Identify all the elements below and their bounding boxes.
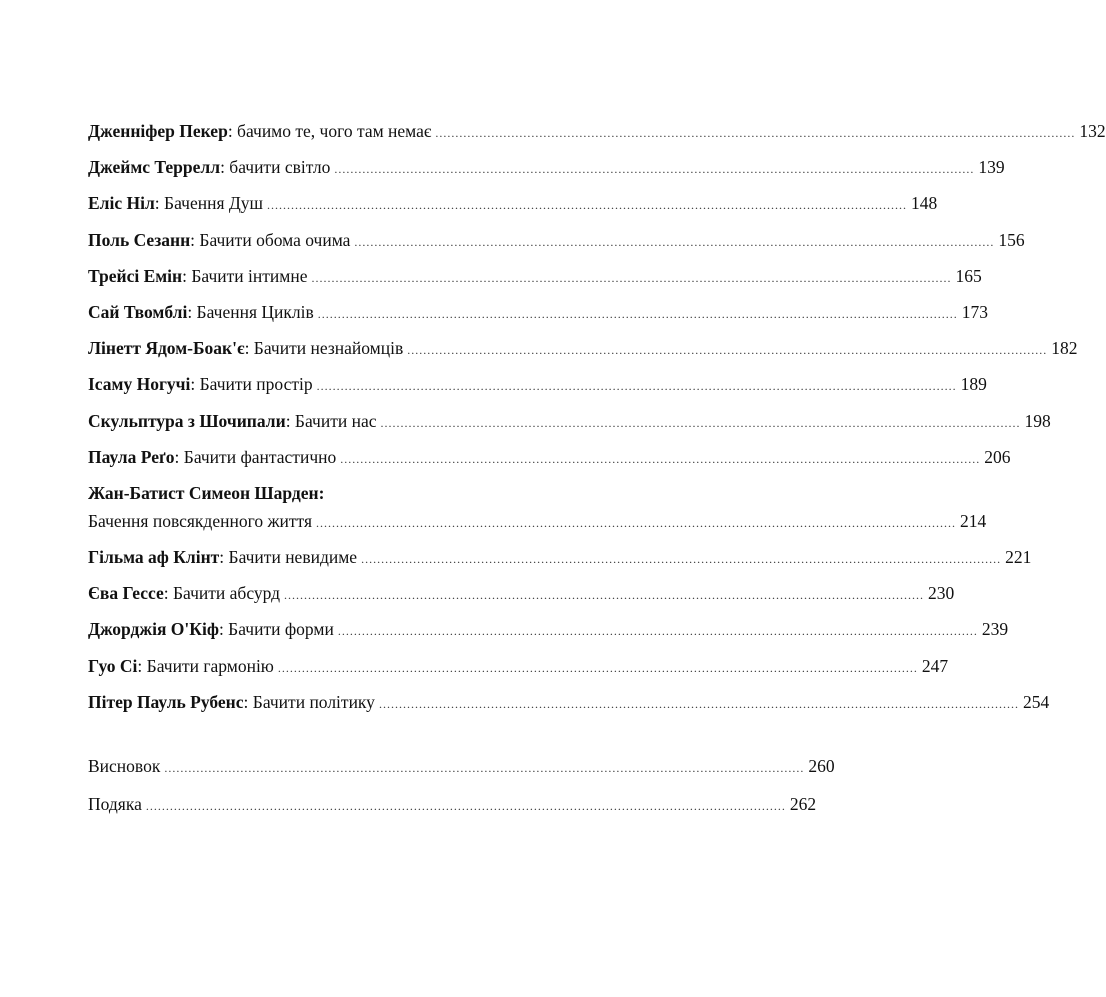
toc-entry-title: : бачити світло: [220, 157, 331, 178]
toc-entry-page: 247: [921, 655, 949, 676]
toc-entry[interactable]: [88, 156, 1005, 180]
toc-entry[interactable]: [88, 120, 1106, 144]
toc-entry-author: Трейсі Емін: [88, 265, 183, 286]
dot-leader: [340, 448, 980, 470]
toc-entry-title: : Бачити інтимне: [182, 265, 308, 286]
toc-entry-author: Пітер Пауль Рубенс: [88, 691, 244, 712]
toc-entry-author: Еліс Ніл: [88, 193, 155, 214]
toc-entry-page: 221: [1005, 547, 1032, 568]
toc-entry-page: 214: [960, 510, 987, 531]
dot-leader: [312, 267, 952, 289]
toc-entry-author: Скульптура з Шочипали: [88, 410, 286, 431]
dot-leader: [379, 693, 1019, 715]
toc-entry-page: 173: [961, 301, 989, 322]
toc-entry-title: : Бачити простір: [190, 374, 313, 395]
toc-entry-author: Паула Реґо: [88, 446, 175, 467]
toc-entry[interactable]: [88, 691, 1050, 715]
table-of-contents: [88, 120, 1106, 831]
toc-entry-title: : Бачення Душ: [154, 193, 264, 214]
toc-entry-page: 230: [928, 583, 955, 604]
dot-leader: [361, 548, 1001, 570]
toc-entry[interactable]: [88, 446, 1011, 470]
toc-entry[interactable]: [88, 229, 1025, 253]
toc-entry-author: Джеймс Террелл: [88, 157, 221, 178]
toc-entry-page: 260: [808, 756, 835, 776]
toc-entry-title: : бачимо те, чого там немає: [227, 121, 432, 141]
toc-entry-page: 182: [1051, 338, 1078, 359]
dot-leader: [267, 194, 907, 216]
toc-entry-page: 189: [960, 374, 987, 395]
toc-entry-author: Дженніфер Пекер: [88, 121, 228, 141]
toc-entry-page: 239: [981, 619, 1009, 640]
toc-entry-page: 148: [911, 193, 938, 214]
toc-entry-title: : Бачити обома очима: [190, 229, 351, 250]
dot-leader: [146, 795, 786, 817]
dot-leader: [381, 412, 1021, 434]
toc-entry-page: 132: [1079, 121, 1106, 141]
toc-entry[interactable]: [88, 192, 938, 216]
toc-entry-page: 139: [978, 157, 1005, 178]
toc-entry-title: : Бачити фантастично: [174, 446, 337, 467]
dot-leader: [338, 620, 978, 642]
toc-entry-title: : Бачення Циклів: [187, 301, 314, 322]
toc-entry[interactable]: [88, 582, 955, 606]
toc-entry-page: 198: [1024, 410, 1051, 431]
dot-leader: [407, 339, 1047, 361]
toc-entry[interactable]: [88, 618, 1009, 642]
dot-leader: [164, 757, 804, 779]
toc-entry-title: : Бачити політику: [243, 691, 375, 712]
toc-entry-page: 262: [789, 794, 817, 814]
toc-entry-conclusion[interactable]: [88, 755, 835, 779]
dot-leader: [334, 158, 974, 180]
toc-entry-row: [88, 510, 987, 534]
toc-entry-author: Жан-Батист Симеон Шарден:: [88, 482, 325, 503]
toc-entry-title: : Бачити нас: [285, 410, 377, 431]
toc-list-main: [88, 120, 1106, 715]
toc-entry[interactable]: [88, 373, 987, 397]
dot-leader: [278, 657, 918, 679]
toc-entry-author: Гільма аф Клінт: [88, 547, 220, 568]
toc-entry-title: : Бачити гармонію: [137, 655, 274, 676]
dot-leader: [354, 231, 994, 253]
toc-entry-title: : Бачити невидиме: [219, 547, 358, 568]
toc-entry-author: Джорджія О'Кіф: [88, 619, 219, 640]
dot-leader: [318, 303, 958, 325]
toc-entry-title: : Бачити форми: [218, 619, 334, 640]
toc-entry-title: : Бачити незнайомців: [244, 338, 404, 359]
toc-entry-author: Ісаму Ногучі: [88, 374, 191, 395]
dot-leader: [316, 512, 956, 534]
toc-entry-author: Поль Сезанн: [88, 229, 191, 250]
toc-entry[interactable]: [88, 546, 1032, 570]
toc-entry[interactable]: [88, 655, 949, 679]
toc-entry-acknowledgements[interactable]: [88, 793, 817, 817]
dot-leader: [435, 122, 1075, 144]
toc-entry-title: : Бачити абсурд: [163, 583, 281, 604]
toc-entry-author: Єва Гессе: [88, 583, 164, 604]
dot-leader: [284, 584, 924, 606]
toc-entry-title: Бачення повсякденного життя: [88, 510, 313, 531]
toc-entry-author: Гуо Сі: [88, 655, 138, 676]
toc-entry[interactable]: [88, 265, 982, 289]
dot-leader: [317, 375, 957, 397]
toc-entry[interactable]: [88, 337, 1078, 361]
toc-entry-page: 206: [984, 446, 1011, 467]
toc-entry[interactable]: [88, 301, 989, 325]
toc-entry-page: 156: [998, 229, 1025, 250]
toc-entry[interactable]: [88, 410, 1051, 434]
toc-entry-author: Лінетт Ядом-Боак'є: [88, 338, 245, 359]
toc-entry-title: Висновок: [88, 756, 161, 776]
section-spacer: [88, 727, 574, 755]
toc-entry-title: Подяка: [88, 794, 142, 814]
toc-entry-page: 254: [1022, 691, 1050, 712]
toc-entry-multiline[interactable]: [88, 482, 987, 534]
toc-list-end-matter: [88, 755, 835, 817]
toc-entry-page: 165: [955, 265, 982, 286]
toc-entry-author: Сай Твомблі: [88, 301, 188, 322]
